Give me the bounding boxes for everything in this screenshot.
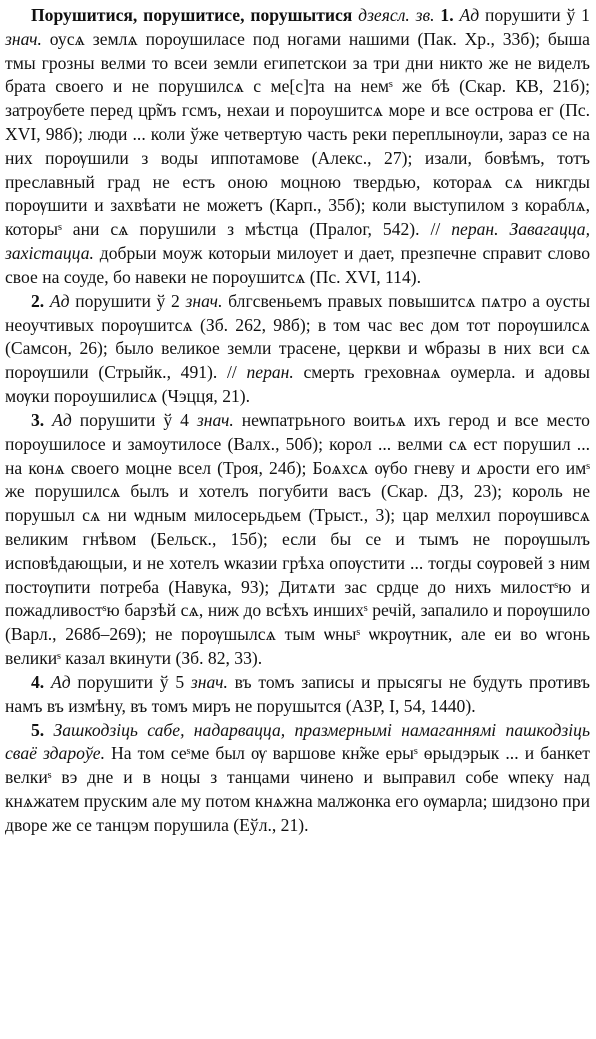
reference-meaning-label: знач. (190, 671, 228, 692)
sense-examples: въ томъ записы и прысягы не будуть противъ намъ въ измѣну, въ томъ миръ не порушытся (АЗР, I, 54, 1440). (5, 671, 590, 716)
headword: Порушитися, порушитисе, порушытися (31, 5, 353, 25)
transferred-examples: добрыи моуж которыи милоует и дает, презпечне справит слово свое на соуде, бо навеки не пороушитсѧ (Пс. XVI, 114). (5, 242, 590, 287)
sense-number: 2. (31, 290, 45, 311)
reference-prefix: Ад (52, 409, 72, 430)
reference-prefix: Ад (49, 290, 70, 311)
sense-number: 4. (31, 671, 45, 692)
sense-2 (5, 290, 590, 409)
sense-gloss: Зашкодзіць сабе, надарвацца, празмернымі намаганнямі пашкодзіць сваё здароўе. (5, 719, 590, 764)
transferred-examples: смерть греховнаѧ оумерла. и адовы мѹки пороушилисѧ (Чэцця, 21). (5, 362, 590, 406)
sense-examples: неѡпатрьного воитьѧ ихъ герод и все место пороушилосе и замоутилосе (Валх., 50б); корол ... велми сѧ ест порушил ... на конѧ своего моцне всел (Троя, 24б); Боѧхсѧ ѹбо гневу и ѧрости его имˢ же порушилсѧ былъ и хотелъ погубити васъ (Скар. ДЗ, 23); король не порушыл сѧ ни ѡдным милосерьдьем (Трыст., 3); цар мелхил порѹшивсѧ великим гнѣвом (Бельск., 15б); если бы се и тымъ не порѹшылъ исповѣдающыи, и не хотелъ ѡказии грѣха опѹстити ... тогды сѹровей з ним постѹпити потреба (Навука, 93); Дитѧти зас срдце до нихъ милостˢю и пожадливостˢю барзѣй сѧ, ниж до всѣхъ иншихˢ речій, запалило и порѹшило (Варл., 268б–269); не порѹшылсѧ тым ѡныˢ ѡкрѹтник, але еи во ѡгонь великиˢ казал вкинути (Зб. 82, 33). (5, 409, 590, 668)
transferred-label: перан. (451, 219, 499, 240)
transferred-gloss: Завагацца, захістацца. (5, 219, 590, 263)
sense-number: 5. (31, 719, 45, 740)
sense-examples: На том сеˢме был ѹ варшове кн̃же ерыˢ ѳрыдэрык ... и банкет велкиˢ вэ дне и в ноцы з танцами чинено и выправил собе ѡпеку над кнѧжатем пруским але му потом кнѧжна малжонка его ѹмарла; шидзоно при дворе же се танцэм порушила (Еўл., 21). (5, 743, 590, 835)
grammar-label: дзеясл. зв. (358, 5, 435, 25)
reference-word: порушити ў 4 (79, 409, 189, 430)
sense-3 (5, 409, 590, 671)
sense-number: 1. (440, 5, 454, 25)
sense-examples: блгсвеньемъ правых повышитсѧ пѧтро а оусты неоучтивых порѹшитсѧ (Зб. 262, 98б); в том час вес дом тот порѹшилсѧ (Самсон, 26); было великое земли трасене, церкви и ѡбразы в них вси сѧ порѹшили (Стрыйк., 491). // (5, 290, 591, 383)
reference-word: порушити ў 1 (485, 5, 590, 25)
reference-meaning-label: знач. (185, 290, 223, 311)
sense-number: 3. (31, 409, 45, 430)
reference-word: порушити ў 2 (75, 290, 180, 311)
reference-prefix: Ад (459, 5, 480, 25)
sense-5 (5, 719, 590, 838)
sense-examples: оусѧ землѧ пороушиласе под ногами нашими (Пак. Хр., 33б); быша тмы грозны велми то всеи земли египетскои за три дни никто же не виделъ брата своего и не порушилсѧ с ме[с]та на немˢ же бѣ (Скар. КВ, 21б); затроубете перед цр̃мъ гсмъ, нехаи и пороушитсѧ море и все острова ег (Пс. XVI, 98б); люди ... коли ўже четвертую часть реки переплынѹли, зараз се на них порѹшили з воды иппотамове (Алекс., 27); изали, бовѣмъ, тотъ преславный град не естъ оною моцною твердью, котораѧ сѧ никгды порѹшити и захвѣати не можетъ (Карп., 35б); коли выступилом з кораблѧ, которыˢ ани сѧ порушили з мѣстца (Пралог, 542). // (5, 28, 590, 240)
sense-1 (5, 4, 590, 290)
dictionary-entry (5, 4, 590, 838)
sense-4 (5, 671, 590, 719)
reference-meaning-label: знач. (196, 409, 234, 430)
transferred-label: перан. (246, 362, 294, 383)
reference-meaning-label: знач. (5, 28, 42, 49)
reference-prefix: Ад (50, 671, 71, 692)
reference-word: порушити ў 5 (77, 671, 185, 692)
